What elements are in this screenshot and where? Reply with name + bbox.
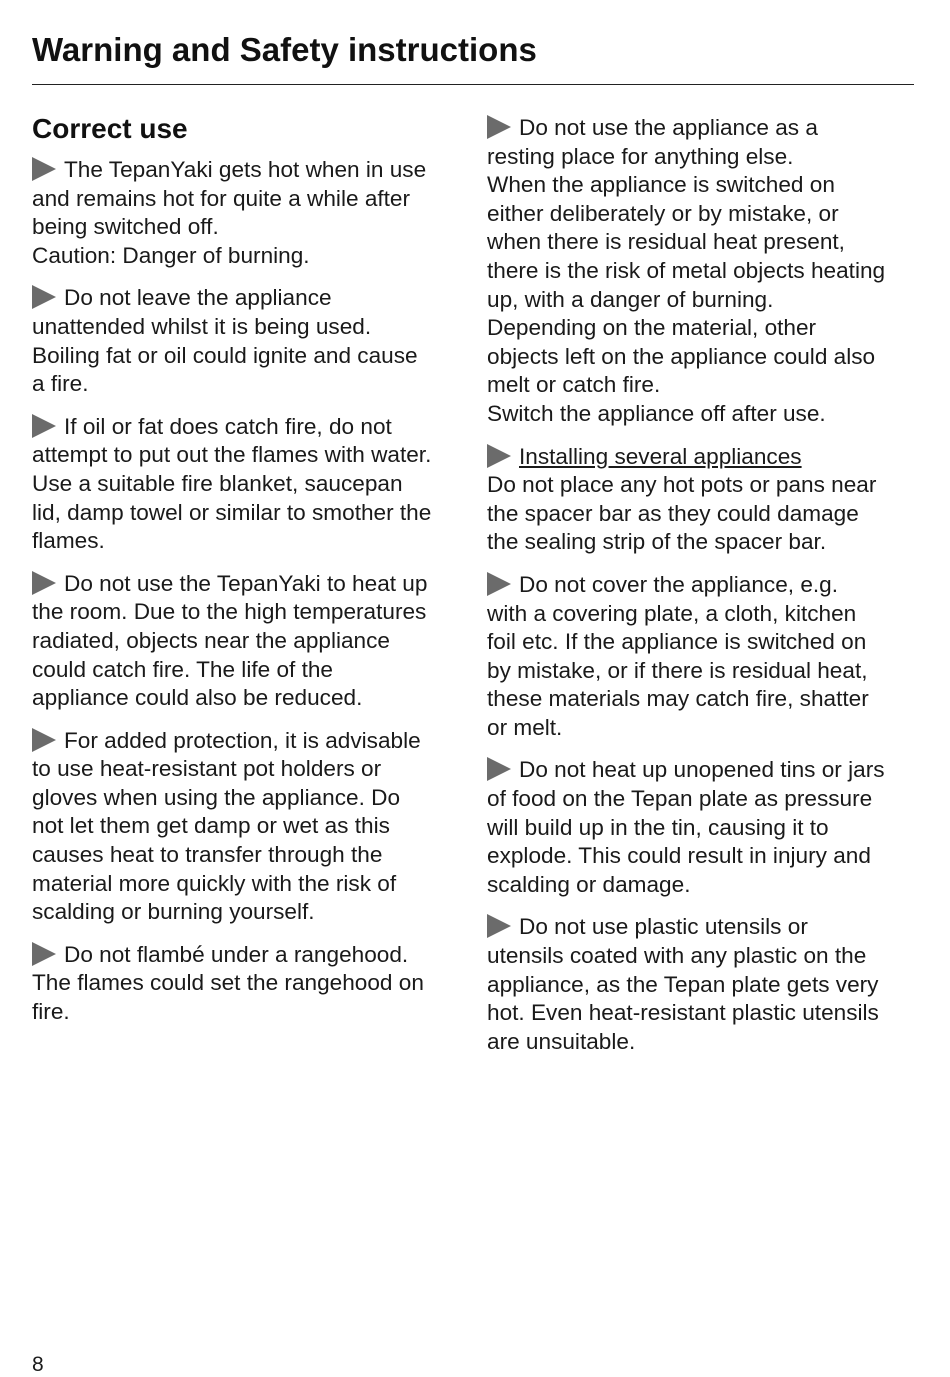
line-text: flames.: [32, 528, 105, 554]
line-text: Use a suitable fire blanket, saucepan: [32, 470, 403, 496]
line-text: attempt to put out the flames with water.: [32, 442, 432, 468]
line-text: Do not use the TepanYaki to heat up: [64, 570, 428, 596]
line-text: appliance, as the Tepan plate gets very: [487, 971, 879, 997]
paragraph-line: [487, 286, 917, 315]
line-text: The TepanYaki gets hot when in use: [64, 157, 427, 182]
paragraph-line: [32, 998, 462, 1027]
paragraph-line: [487, 371, 917, 400]
line-text: the room. Due to the high temperatures: [32, 599, 427, 625]
line-text: material more quickly with the risk of: [32, 870, 397, 896]
paragraph-line: [487, 971, 917, 1000]
paragraph-line: [487, 114, 917, 143]
triangle-right-icon: [32, 285, 56, 309]
line-text: up, with a danger of burning.: [487, 286, 774, 312]
paragraph-line: [487, 500, 917, 529]
line-text: Do not use plastic utensils or: [519, 914, 808, 940]
safety-paragraph: [32, 941, 462, 1027]
paragraph-line: [32, 898, 462, 927]
line-text: will build up in the tin, causing it to: [487, 814, 829, 840]
paragraph-line: [487, 200, 917, 229]
paragraph-line: [32, 342, 462, 371]
safety-paragraph: [32, 413, 462, 556]
safety-paragraph: [32, 570, 462, 713]
paragraph-line: [32, 656, 462, 685]
line-text: gloves when using the appliance. Do: [32, 784, 401, 810]
line-text: or melt.: [487, 714, 563, 740]
paragraph-line: [32, 156, 462, 185]
line-text: the sealing strip of the spacer bar.: [487, 529, 827, 555]
paragraph-line: [487, 785, 917, 814]
line-text: causes heat to transfer through the: [32, 842, 383, 868]
paragraph-line: [487, 443, 917, 472]
page-number: 8: [32, 1353, 44, 1376]
line-text: When the appliance is switched on: [487, 172, 835, 198]
triangle-right-icon: [32, 157, 56, 181]
right-paragraphs: [487, 114, 917, 1056]
paragraph-line: [487, 228, 917, 257]
line-text: foil etc. If the appliance is switched on: [487, 629, 867, 655]
line-text: objects left on the appliance could also: [487, 343, 876, 369]
triangle-right-icon: [487, 914, 511, 938]
triangle-right-icon: [487, 115, 511, 139]
paragraph-line: [32, 185, 462, 214]
triangle-right-icon: [487, 572, 511, 596]
paragraph-line: [32, 812, 462, 841]
paragraph-line: [487, 143, 917, 172]
line-text: Do not heat up unopened tins or jars: [519, 757, 885, 783]
line-text: Do not place any hot pots or pans near: [487, 472, 877, 498]
line-text: radiated, objects near the appliance: [32, 627, 390, 653]
line-text: by mistake, or if there is residual heat,: [487, 657, 868, 683]
paragraph-line: [487, 628, 917, 657]
paragraph-line: [487, 343, 917, 372]
triangle-right-icon: [32, 414, 56, 438]
paragraph-line: [487, 314, 917, 343]
line-text: either deliberately or by mistake, or: [487, 200, 839, 226]
triangle-right-icon: [487, 757, 511, 781]
line-text: Depending on the material, other: [487, 315, 817, 341]
line-text: and remains hot for quite a while after: [32, 185, 411, 211]
paragraph-line: [32, 784, 462, 813]
line-text: melt or catch fire.: [487, 372, 661, 398]
paragraph-line: [32, 598, 462, 627]
paragraph-line: [32, 499, 462, 528]
paragraph-line: [487, 600, 917, 629]
title-rule: [32, 84, 914, 85]
line-text: resting place for anything else.: [487, 143, 794, 169]
line-text: scalding or damage.: [487, 871, 691, 897]
paragraph-line: [32, 841, 462, 870]
line-text: these materials may catch fire, shatter: [487, 686, 869, 712]
safety-paragraph: [487, 114, 917, 429]
line-text: explode. This could result in injury and: [487, 843, 871, 869]
triangle-right-icon: [32, 942, 56, 966]
triangle-right-icon: [32, 571, 56, 595]
paragraph-line: [487, 942, 917, 971]
paragraph-line: [32, 684, 462, 713]
paragraph-line: [32, 413, 462, 442]
line-text: are unsuitable.: [487, 1028, 636, 1054]
page-title: Warning and Safety instructions: [32, 31, 537, 68]
paragraph-line: [487, 842, 917, 871]
paragraph-line: [487, 913, 917, 942]
line-text: lid, damp towel or similar to smother the: [32, 499, 432, 525]
line-text: scalding or burning yourself.: [32, 899, 315, 925]
paragraph-line: [487, 471, 917, 500]
line-text: hot. Even heat-resistant plastic utensils: [487, 1000, 879, 1026]
paragraph-line: [32, 284, 462, 313]
safety-paragraph: [487, 913, 917, 1056]
paragraph-line: [32, 570, 462, 599]
safety-paragraph: [487, 756, 917, 899]
paragraph-line: [487, 685, 917, 714]
line-text: Do not use the appliance as a: [519, 115, 818, 140]
paragraph-line: [487, 871, 917, 900]
line-text: Caution: Danger of burning.: [32, 242, 310, 268]
section-heading: Correct use: [32, 113, 188, 144]
paragraph-line: [32, 727, 462, 756]
safety-paragraph: [32, 156, 462, 270]
line-text: a fire.: [32, 371, 89, 397]
line-text: Switch the appliance off after use.: [487, 400, 826, 426]
line-text: utensils coated with any plastic on the: [487, 943, 867, 969]
paragraph-line: [487, 1028, 917, 1057]
right-column: [487, 114, 917, 1070]
line-text: If oil or fat does catch fire, do not: [64, 413, 392, 439]
paragraph-line: [32, 441, 462, 470]
paragraph-line: [487, 171, 917, 200]
paragraph-line: [487, 657, 917, 686]
triangle-right-icon: [32, 728, 56, 752]
paragraph-line: [32, 470, 462, 499]
line-text: Installing several appliances: [519, 443, 802, 469]
left-paragraphs: [32, 156, 462, 1027]
paragraph-line: [32, 755, 462, 784]
line-text: Do not flambé under a rangehood.: [64, 941, 409, 967]
line-text: fire.: [32, 999, 70, 1025]
line-text: with a covering plate, a cloth, kitchen: [487, 600, 857, 626]
paragraph-line: [487, 714, 917, 743]
left-column: [32, 112, 462, 1041]
line-text: to use heat-resistant pot holders or: [32, 756, 382, 782]
paragraph-line: [32, 313, 462, 342]
line-text: Do not leave the appliance: [64, 285, 332, 311]
line-text: Do not cover the appliance, e.g.: [519, 571, 839, 597]
paragraph-line: [487, 571, 917, 600]
line-text: not let them get damp or wet as this: [32, 813, 390, 839]
paragraph-line: [487, 999, 917, 1028]
line-text: appliance could also be reduced.: [32, 685, 363, 711]
line-text: being switched off.: [32, 214, 219, 240]
paragraph-line: [487, 814, 917, 843]
safety-paragraph: [32, 727, 462, 927]
line-text: there is the risk of metal objects heating: [487, 257, 886, 283]
safety-paragraph: [487, 571, 917, 743]
line-text: could catch fire. The life of the: [32, 656, 333, 682]
safety-paragraph: [487, 443, 917, 557]
line-text: The flames could set the rangehood on: [32, 970, 424, 996]
safety-paragraph: [32, 284, 462, 398]
paragraph-line: [32, 969, 462, 998]
paragraph-line: [32, 627, 462, 656]
line-text: the spacer bar as they could damage: [487, 500, 859, 526]
paragraph-line: [487, 257, 917, 286]
paragraph-line: [32, 213, 462, 242]
line-text: For added protection, it is advisable: [64, 727, 421, 753]
paragraph-line: [487, 400, 917, 429]
paragraph-line: [32, 370, 462, 399]
line-text: when there is residual heat present,: [487, 229, 845, 255]
paragraph-line: [32, 527, 462, 556]
paragraph-line: [487, 756, 917, 785]
line-text: of food on the Tepan plate as pressure: [487, 786, 873, 812]
line-text: Boiling fat or oil could ignite and cause: [32, 342, 418, 368]
line-text: unattended whilst it is being used.: [32, 313, 372, 339]
paragraph-line: [487, 528, 917, 557]
triangle-right-icon: [487, 444, 511, 468]
paragraph-line: [32, 941, 462, 970]
paragraph-line: [32, 242, 462, 271]
paragraph-line: [32, 870, 462, 899]
